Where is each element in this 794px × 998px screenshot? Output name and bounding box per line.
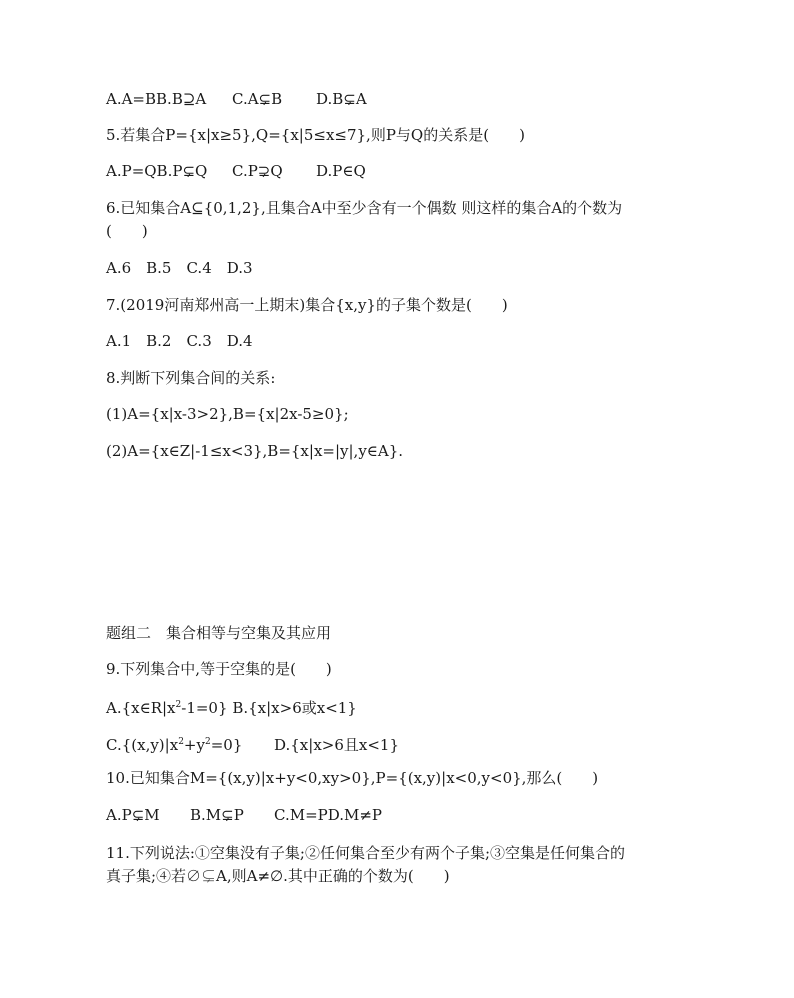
q4-options	[106, 89, 367, 109]
q8-part-2: (2)A={x∈Z|-1≤x<3},B={x|x=|y|,y∈A}.	[106, 442, 404, 460]
q5-stem: 5.若集合P={x|x≥5},Q={x|5≤x≤7},则P与Q的关系是( )	[106, 126, 525, 144]
q9-option-c-mid: +y	[183, 736, 205, 754]
q10-option-a: A.P⊊M	[106, 806, 160, 824]
q5-options	[106, 161, 366, 181]
q9-option-c-sup2: 2	[204, 737, 211, 747]
q11-line-2: 真子集;④若∅⊊A,则A≠∅.其中正确的个数为( )	[106, 867, 450, 885]
q10-options	[106, 805, 382, 825]
q9-option-c	[106, 732, 274, 755]
group2-heading: 题组二 集合相等与空集及其应用	[106, 624, 332, 642]
q9-option-a-pre: A.{x∈R|x	[106, 699, 176, 717]
q9-option-c-sup1: 2	[178, 737, 184, 747]
q5-option-c: C.P⊋Q	[232, 162, 283, 180]
q10-option-b: B.M⊊P	[190, 806, 244, 824]
q9-option-a-sup: 2	[175, 700, 182, 710]
q5-option-ab: A.P=QB.P⊊Q	[106, 162, 208, 180]
q4-option-ab: A.A=BB.B⊇A	[106, 90, 207, 108]
q9-options-cd	[106, 732, 399, 755]
q11-line-1: 11.下列说法:①空集没有子集;②任何集合至少有两个子集;③空集是任何集合的	[106, 844, 626, 862]
q4-option-d: D.B⊊A	[316, 90, 367, 108]
q4-option-c: C.A⊊B	[232, 90, 283, 108]
q9-option-a-post: -1=0}	[181, 699, 228, 717]
q10-stem: 10.已知集合M={(x,y)|x+y<0,xy>0},P={(x,y)|x<0,y<0},那么( )	[106, 769, 599, 787]
q9-option-d: D.{x|x>6且x<1}	[274, 736, 400, 754]
q9-option-b: B.{x|x>6或x<1}	[232, 699, 357, 717]
q8-stem: 8.判断下列集合间的关系:	[106, 369, 276, 387]
q6-options: A.6 B.5 C.4 D.3	[106, 259, 253, 277]
q6-answer-paren: ( )	[106, 222, 148, 240]
q9-option-c-post: =0}	[210, 736, 243, 754]
q10-option-cd: C.M=PD.M≠P	[274, 806, 383, 824]
q5-option-d: D.P∈Q	[316, 162, 366, 180]
q6-stem: 6.已知集合A⊆{0,1,2},且集合A中至少含有一个偶数 则这样的集合A的个数为	[106, 199, 623, 217]
q9-options-ab	[106, 695, 357, 718]
q7-options: A.1 B.2 C.3 D.4	[106, 332, 253, 350]
q8-part-1: (1)A={x|x-3>2},B={x|2x-5≥0};	[106, 405, 349, 423]
q9-option-c-pre: C.{(x,y)|x	[106, 736, 179, 754]
q7-stem: 7.(2019河南郑州高一上期末)集合{x,y}的子集个数是( )	[106, 296, 508, 314]
q9-stem: 9.下列集合中,等于空集的是( )	[106, 660, 332, 678]
q9-option-a	[106, 699, 228, 717]
